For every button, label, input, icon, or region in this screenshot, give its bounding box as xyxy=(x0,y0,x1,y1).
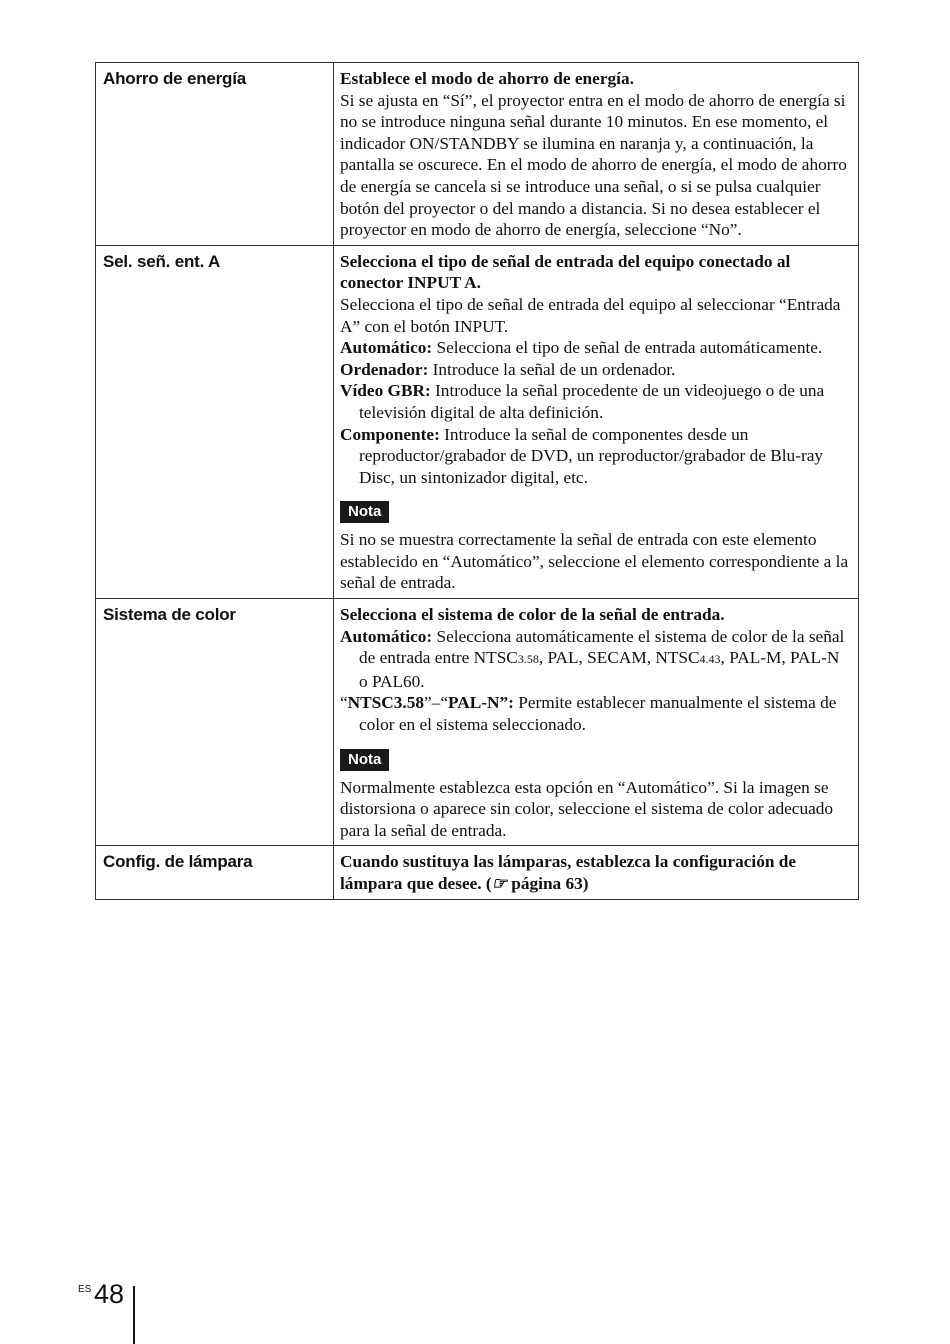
setting-label: Config. de lámpara xyxy=(96,846,334,899)
option-text: Permite establecer manualmente el sistema de color en el sistema seleccionado. xyxy=(359,693,837,735)
option-term: NTSC3.58 xyxy=(347,693,425,713)
subscript-value: 3.58 xyxy=(517,652,539,667)
subscript-value: 4.43 xyxy=(699,652,721,667)
setting-lead xyxy=(340,851,852,894)
setting-label: Sistema de color xyxy=(96,599,334,846)
quote-mark: ”–“ xyxy=(424,693,448,713)
table-row xyxy=(96,245,859,598)
setting-lead: Selecciona el sistema de color de la señal de entrada. xyxy=(340,605,725,625)
table-row xyxy=(96,599,859,846)
table-row xyxy=(96,63,859,246)
option-item xyxy=(340,424,852,489)
page-number: 48 xyxy=(94,1279,125,1309)
setting-description xyxy=(334,846,859,899)
option-term: Automático: xyxy=(340,338,433,358)
setting-body: Si se ajusta en “Sí”, el proyector entra en el modo de ahorro de energía si no se introduce ninguna señal durante 10 minutos. En ese momento, el indicador ON/STANDBY se ilumina en naranja y, a continuación, la pantalla se oscurece. En el modo de ahorro de energía, el modo de ahorro de energía se cancela si se introduce una señal, o si se pulsa cualquier botón del proyector o del mando a distancia. Si no desea establecer el proyector en modo de ahorro de energía, seleccione “No”. xyxy=(340,90,847,240)
footer-divider xyxy=(133,1286,135,1344)
option-item xyxy=(340,380,852,423)
quote-mark: “ xyxy=(340,693,348,713)
setting-description xyxy=(334,63,859,246)
lead-text: Cuando sustituya las lámparas, establezca la configuración de lámpara que desee. ( xyxy=(340,852,797,893)
option-text: Introduce la señal de un ordenador. xyxy=(428,359,676,379)
setting-lead: Selecciona el tipo de señal de entrada del equipo conectado al conector INPUT A. xyxy=(340,251,791,293)
option-item xyxy=(340,337,852,359)
option-text: Introduce la señal procedente de un videojuego o de una televisión digital de alta definición. xyxy=(359,381,825,422)
option-term: Ordenador: xyxy=(340,359,429,379)
option-text: , PAL-M, PAL-N o PAL60. xyxy=(359,648,840,691)
setting-label: Ahorro de energía xyxy=(96,63,334,246)
note-text: Si no se muestra correctamente la señal de entrada con este elemento establecido en “Automático”, seleccione el elemento correspondiente a la señal de entrada. xyxy=(340,530,849,593)
setting-description xyxy=(334,599,859,846)
quote-mark: ”: xyxy=(499,693,514,713)
option-item xyxy=(340,692,852,735)
option-term: Componente: xyxy=(340,424,440,444)
option-item xyxy=(340,626,852,693)
option-term: PAL-N xyxy=(448,693,500,713)
option-term: Vídeo GBR: xyxy=(340,381,431,401)
setting-body: Selecciona el tipo de señal de entrada del equipo al seleccionar “Entrada A” con el botón INPUT. xyxy=(340,294,841,336)
page-reference-link[interactable]: página 63) xyxy=(506,874,589,893)
setting-label: Sel. señ. ent. A xyxy=(96,245,334,598)
option-text: Selecciona automáticamente el sistema de color de la señal de entrada entre NTSC xyxy=(359,626,845,668)
language-code: ES xyxy=(78,1284,92,1295)
option-text: Selecciona el tipo de señal de entrada automáticamente. xyxy=(432,338,823,358)
note-badge: Nota xyxy=(340,749,389,771)
note-text: Normalmente establezca esta opción en “Automático”. Si la imagen se distorsiona o aparece sin color, seleccione el sistema de color adecuado para la señal de entrada. xyxy=(340,777,834,840)
reference-hand-icon: ☞ xyxy=(491,874,507,893)
note-badge: Nota xyxy=(340,501,389,523)
option-text: , PAL, SECAM, NTSC xyxy=(538,648,700,668)
option-text: Introduce la señal de componentes desde un reproductor/grabador de DVD, un reproductor/grabador de Blu-ray Disc, un sintonizador digital, etc. xyxy=(359,424,824,487)
settings-table xyxy=(95,62,859,900)
table-row xyxy=(96,846,859,899)
setting-lead: Establece el modo de ahorro de energía. xyxy=(340,69,634,88)
option-term: Automático: xyxy=(340,626,433,646)
setting-description xyxy=(334,245,859,598)
option-item xyxy=(340,359,852,381)
